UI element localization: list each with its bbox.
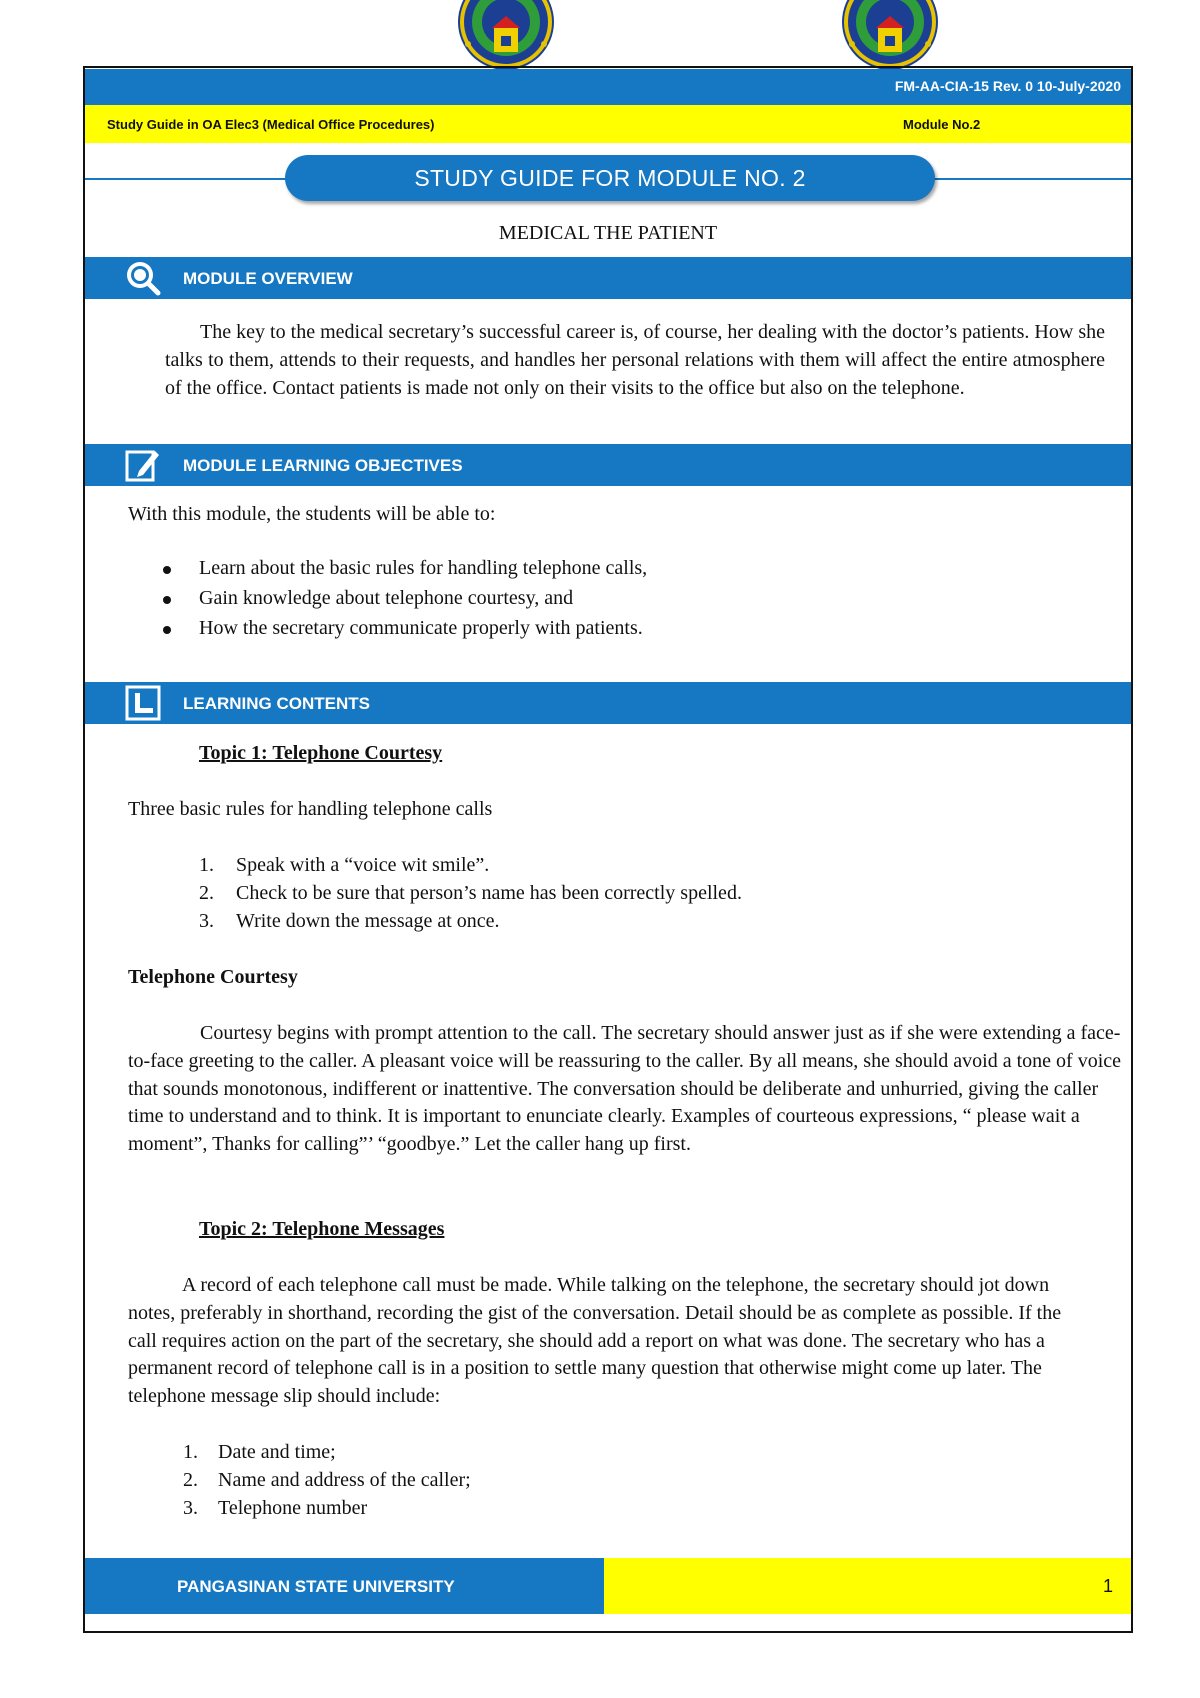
topic-1-heading: Topic 1: Telephone Courtesy [199,742,443,764]
footer-university-bar [85,1558,604,1614]
module-overview-label: MODULE OVERVIEW [183,269,353,288]
rule-item: Write down the message at once. [236,910,500,932]
objective-item: Gain knowledge about telephone courtesy, and [199,587,574,609]
telephone-courtesy-heading: Telephone Courtesy [128,966,298,988]
rule-item: Speak with a “voice wit smile”. [236,854,490,876]
learning-contents-label: LEARNING CONTENTS [183,694,370,713]
title-rule-left [85,178,290,180]
rule-number: 1. [199,854,214,876]
objective-item: How the secretary communicate properly with patients. [199,617,643,639]
learning-objectives-bar [85,444,1131,486]
footer-page-bar [604,1558,1131,1614]
page-number: 1 [1102,1576,1113,1596]
slip-item-number: 1. [183,1441,198,1463]
overview-paragraph: The key to the medical secretary’s successful career is, of course, her dealing with the doctor’s patients. How she talks to them, attends to their requests, and handles her personal relations with them will affect the entire atmosphere of the office. Contact patients is made not only on their visits to the office but also on the telephone. [165,321,1105,399]
learning-contents-bar [85,682,1131,724]
slip-item: Date and time; [218,1441,336,1463]
university-seal-left [454,0,558,70]
courtesy-paragraph: Courtesy begins with prompt attention to the call. The secretary should answer just as if she were extending a face-to-face greeting to the caller. A pleasant voice will be reassuring to the caller. By all means, she should avoid a tone of voice that sounds monotonous, indifferent or inattentive. The conversation should be deliberate and unhurried, giving the caller time to understand and to think. It is important to enunciate clearly. Examples of courteous expressions, “ please wait a moment”, Thanks for calling”’ “goodbye.” Let the caller hang up first. [128,1022,1122,1156]
course-title: Study Guide in OA Elec3 (Medical Office Procedures) [107,117,435,132]
learning-objectives-label: MODULE LEARNING OBJECTIVES [183,456,463,475]
magnifier-icon [125,260,161,296]
rule-number: 2. [199,882,214,904]
university-name: PANGASINAN STATE UNIVERSITY [177,1577,455,1596]
module-overview-bar [85,257,1131,299]
course-bar [85,105,1131,143]
slip-item-number: 3. [183,1497,198,1519]
university-seal-right [838,0,942,70]
book-icon [125,685,161,721]
topic-2-heading: Topic 2: Telephone Messages [199,1218,445,1240]
module-subtitle: MEDICAL THE PATIENT [498,222,718,244]
form-code-bar [85,69,1131,105]
rules-intro: Three basic rules for handling telephone calls [128,798,493,820]
edit-icon [125,447,161,483]
messages-paragraph: A record of each telephone call must be made. While talking on the telephone, the secretary should jot down notes, preferably in shorthand, recording the gist of the conversation. Detail should be as complete as possible. If the call requires action on the part of the secretary, she should add a report on what was done. The secretary who has a permanent record of telephone call is in a position to settle many question that otherwise might come up later. The telephone message slip should include: [128,1274,1062,1408]
page-title: STUDY GUIDE FOR MODULE NO. 2 [414,164,806,191]
study-guide-title-banner [285,155,935,201]
rule-number: 3. [199,910,214,932]
rule-item: Check to be sure that person’s name has been correctly spelled. [236,882,742,904]
module-number: Module No.2 [903,117,981,132]
objectives-intro: With this module, the students will be able to: [128,503,496,525]
slip-item: Telephone number [218,1497,368,1519]
form-code: FM-AA-CIA-15 Rev. 0 10-July-2020 [894,78,1121,94]
slip-item-number: 2. [183,1469,198,1491]
objective-item: Learn about the basic rules for handling telephone calls, [199,557,648,579]
bullet-icon [163,566,171,574]
bullet-icon [163,596,171,604]
title-rule-right [930,178,1131,180]
slip-item: Name and address of the caller; [218,1469,471,1491]
bullet-icon [163,626,171,634]
